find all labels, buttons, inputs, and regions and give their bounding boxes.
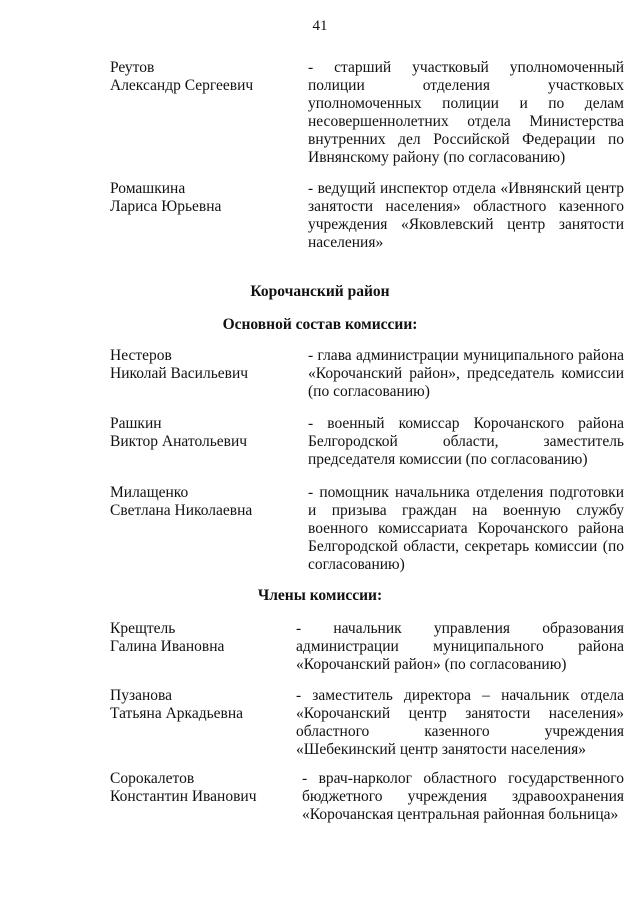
person-surname: Сорокалетов xyxy=(110,770,195,787)
person-surname: Ромашкина xyxy=(110,180,186,197)
main-section-title: Основной состав комиссии: xyxy=(222,316,418,333)
person-name xyxy=(110,347,295,383)
person-position: - ведущий инспектор отдела «Ивнянский центр занятости населения» областного казенного учреждения «Яковлевский центр занятости населения» xyxy=(308,180,624,251)
person-name xyxy=(110,59,295,95)
person-name xyxy=(110,180,295,216)
person-surname: Рашкин xyxy=(110,415,162,432)
person-surname: Крещтель xyxy=(110,620,176,637)
person-surname: Пузанова xyxy=(110,687,172,704)
person-given-names: Лариса Юрьевна xyxy=(110,198,222,215)
person-given-names: Николай Васильевич xyxy=(110,365,249,382)
person-position: - военный комиссар Корочанского района Белгородской области, заместитель председателя комиссии (по согласованию) xyxy=(308,415,624,468)
person-name xyxy=(110,415,295,451)
person-name xyxy=(110,770,295,806)
person-position: - глава администрации муниципального района «Корочанский район», председатель комиссии (по согласованию) xyxy=(308,347,624,400)
person-name xyxy=(110,687,295,723)
members-section-title: Члены комиссии: xyxy=(257,587,383,604)
person-surname: Реутов xyxy=(110,59,155,76)
person-given-names: Галина Ивановна xyxy=(110,638,225,655)
person-surname: Милащенко xyxy=(110,484,189,501)
district-title: Корочанский район xyxy=(250,283,390,300)
person-position: - начальник управления образования администрации муниципального района «Корочанский район» (по согласованию) xyxy=(296,620,624,673)
person-position: - врач-нарколог областного государственного бюджетного учреждения здравоохранения «Корочанская центральная районная больница» xyxy=(302,770,624,823)
person-name xyxy=(110,484,295,520)
person-position: - помощник начальника отделения подготовки и призыва граждан на военную службу военного комиссариата Корочанского района Белгородской области, секретарь комиссии (по согласованию) xyxy=(308,484,624,573)
person-given-names: Александр Сергеевич xyxy=(110,77,254,94)
person-position: - старший участковый уполномоченный полиции отделения участковых уполномоченных полиции и по делам несовершеннолетних отдела Министерства внутренних дел Российской Федерации по Ивнянскому району (по согласованию) xyxy=(308,59,624,166)
person-surname: Нестеров xyxy=(110,347,172,364)
person-given-names: Татьяна Аркадьевна xyxy=(110,705,244,722)
person-position: - заместитель директора – начальник отдела «Корочанский центр занятости населения» областного казенного учреждения «Шебекинский центр занятости населения» xyxy=(296,687,624,758)
person-given-names: Виктор Анатольевич xyxy=(110,433,248,450)
person-given-names: Константин Иванович xyxy=(110,788,257,805)
person-name xyxy=(110,620,295,656)
page-number: 41 xyxy=(312,18,328,34)
person-given-names: Светлана Николаевна xyxy=(110,502,253,519)
